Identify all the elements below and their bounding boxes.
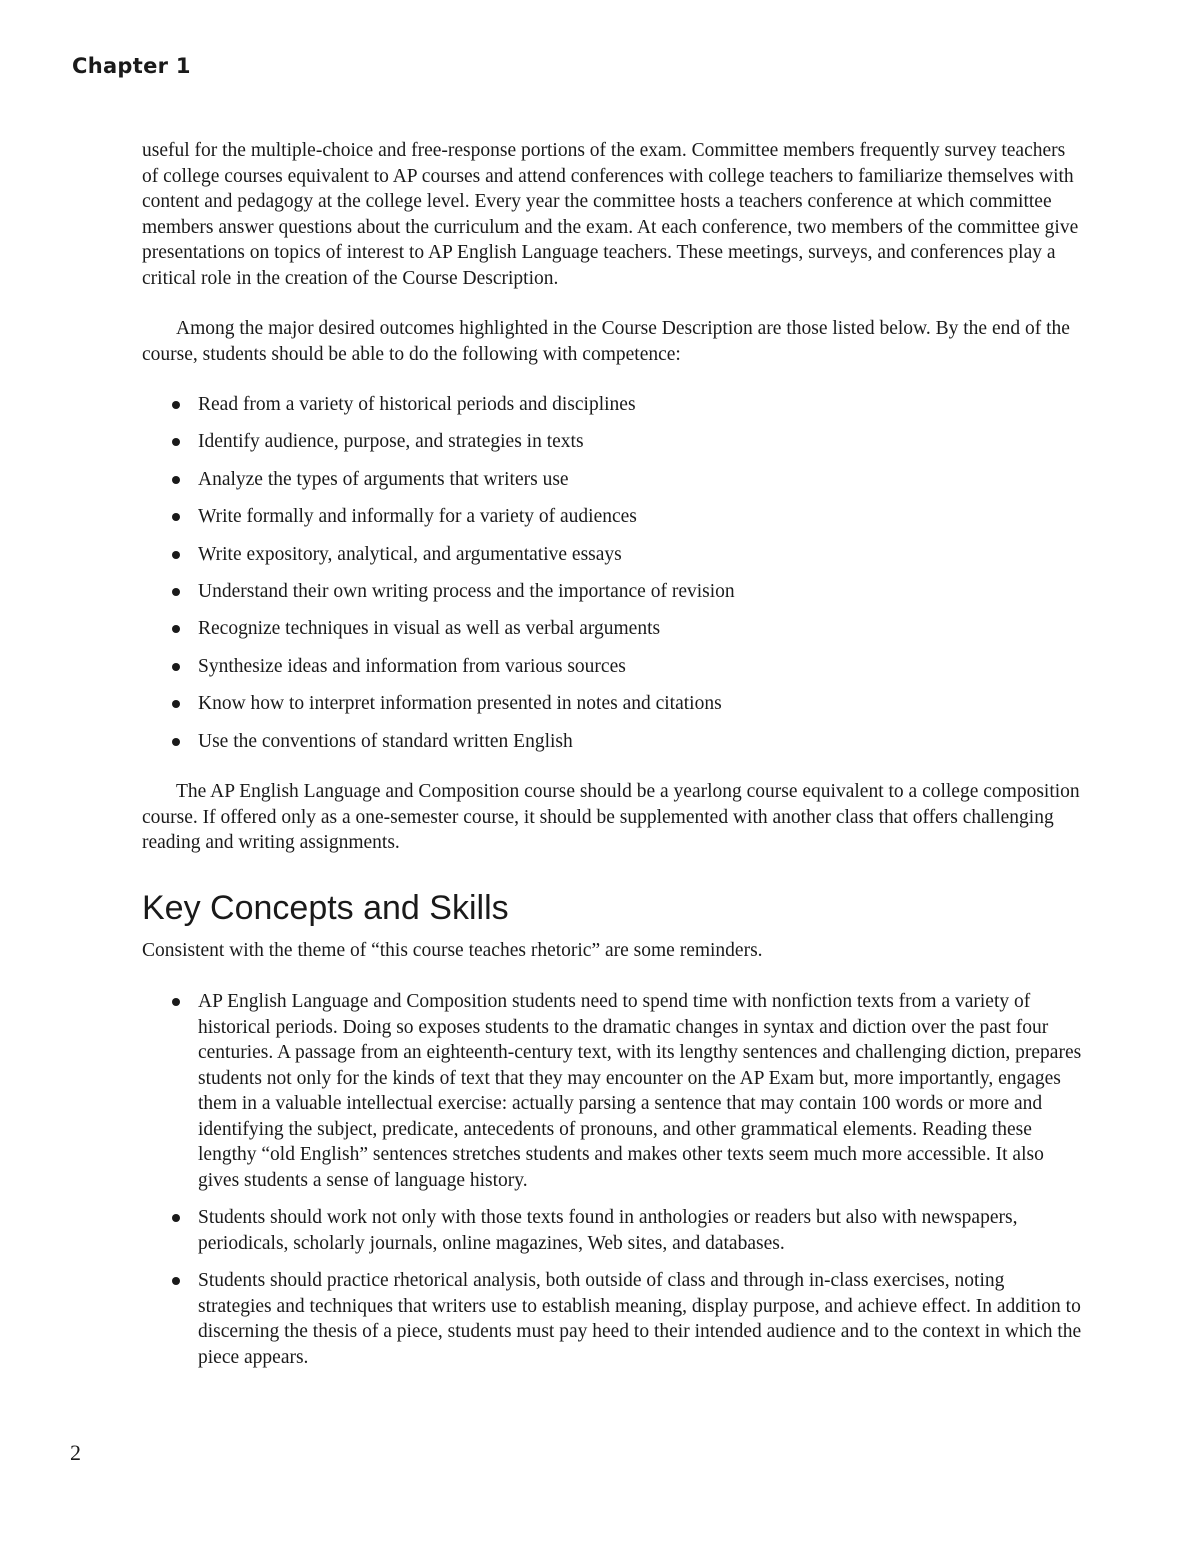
bullet-icon [172,1214,180,1222]
list-item: AP English Language and Composition students need to spend time with nonfiction texts from a variety of historical periods. Doing so exposes students to the dramatic changes in syntax and diction over the past four centuries. A passage from an eighteenth-century text, with its lengthy sentences and challenging diction, prepares students not only for the kinds of text that they may encounter on the AP Exam but, more importantly, engages them in a valuable intellectual exercise: actually parsing a sentence that may contain 100 words or more and identifying the subject, predicate, antecedents of pronouns, and other grammatical elements. Reading these lengthy “old English” sentences stretches students and makes other texts seem much more accessible. It also gives students a sense of language history. [142,989,1082,1193]
paragraph-course-length: The AP English Language and Composition course should be a yearlong course equivalent to a college composition course. If offered only as a one-semester course, it should be supplemented with another class that offers challenging reading and writing assignments. [142,781,1080,854]
list-item: Write formally and informally for a variety of audiences [142,504,1082,530]
list-item: Understand their own writing process and the importance of revision [142,579,1082,605]
list-item: Students should practice rhetorical analysis, both outside of class and through in-class exercises, noting strategies and techniques that writers use to establish meaning, display purpose, and achieve effect. In addition to discerning the thesis of a piece, students must pay heed to their intended audience and to the context in which the piece appears. [142,1268,1082,1370]
list-item: Synthesize ideas and information from various sources [142,654,1082,680]
outcomes-list [142,392,1082,754]
bullet-icon [172,513,180,521]
bullet-icon [172,998,180,1006]
bullet-icon [172,663,180,671]
bullet-icon [172,551,180,559]
page-number: 2 [70,1440,81,1465]
bullet-icon [172,401,180,409]
section-intro: Consistent with the theme of “this course teaches rhetoric” are some reminders. [142,939,763,961]
section-heading: Key Concepts and Skills [142,888,509,927]
reminders-list [142,989,1082,1370]
bullet-icon [172,588,180,596]
list-item: Students should work not only with those texts found in anthologies or readers but also with newspapers, periodicals, scholarly journals, online magazines, Web sites, and databases. [142,1205,1082,1256]
bullet-icon [172,438,180,446]
bullet-icon [172,700,180,708]
list-item: Write expository, analytical, and argumentative essays [142,542,1082,568]
bullet-icon [172,476,180,484]
list-item: Read from a variety of historical periods and disciplines [142,392,1082,418]
paragraph-outcomes-intro: Among the major desired outcomes highlighted in the Course Description are those listed below. By the end of the course, students should be able to do the following with competence: [142,318,1070,365]
paragraph-continuation: useful for the multiple-choice and free-response portions of the exam. Committee members frequently survey teachers of college courses equivalent to AP courses and attend conferences with college teachers to familiarize themselves with content and pedagogy at the college level. Every year the committee hosts a teachers conference at which committee members answer questions about the curriculum and the exam. At each conference, two members of the committee give presentations on topics of interest to AP English Language teachers. These meetings, surveys, and conferences play a critical role in the creation of the Course Description. [142,140,1079,289]
chapter-header: Chapter 1 [72,54,191,78]
list-item: Identify audience, purpose, and strategies in texts [142,429,1082,455]
bullet-icon [172,1277,180,1285]
list-item: Analyze the types of arguments that writers use [142,467,1082,493]
page-content [142,138,1082,1382]
bullet-icon [172,625,180,633]
list-item: Use the conventions of standard written English [142,729,1082,755]
bullet-icon [172,738,180,746]
list-item: Know how to interpret information presented in notes and citations [142,691,1082,717]
list-item: Recognize techniques in visual as well as verbal arguments [142,616,1082,642]
